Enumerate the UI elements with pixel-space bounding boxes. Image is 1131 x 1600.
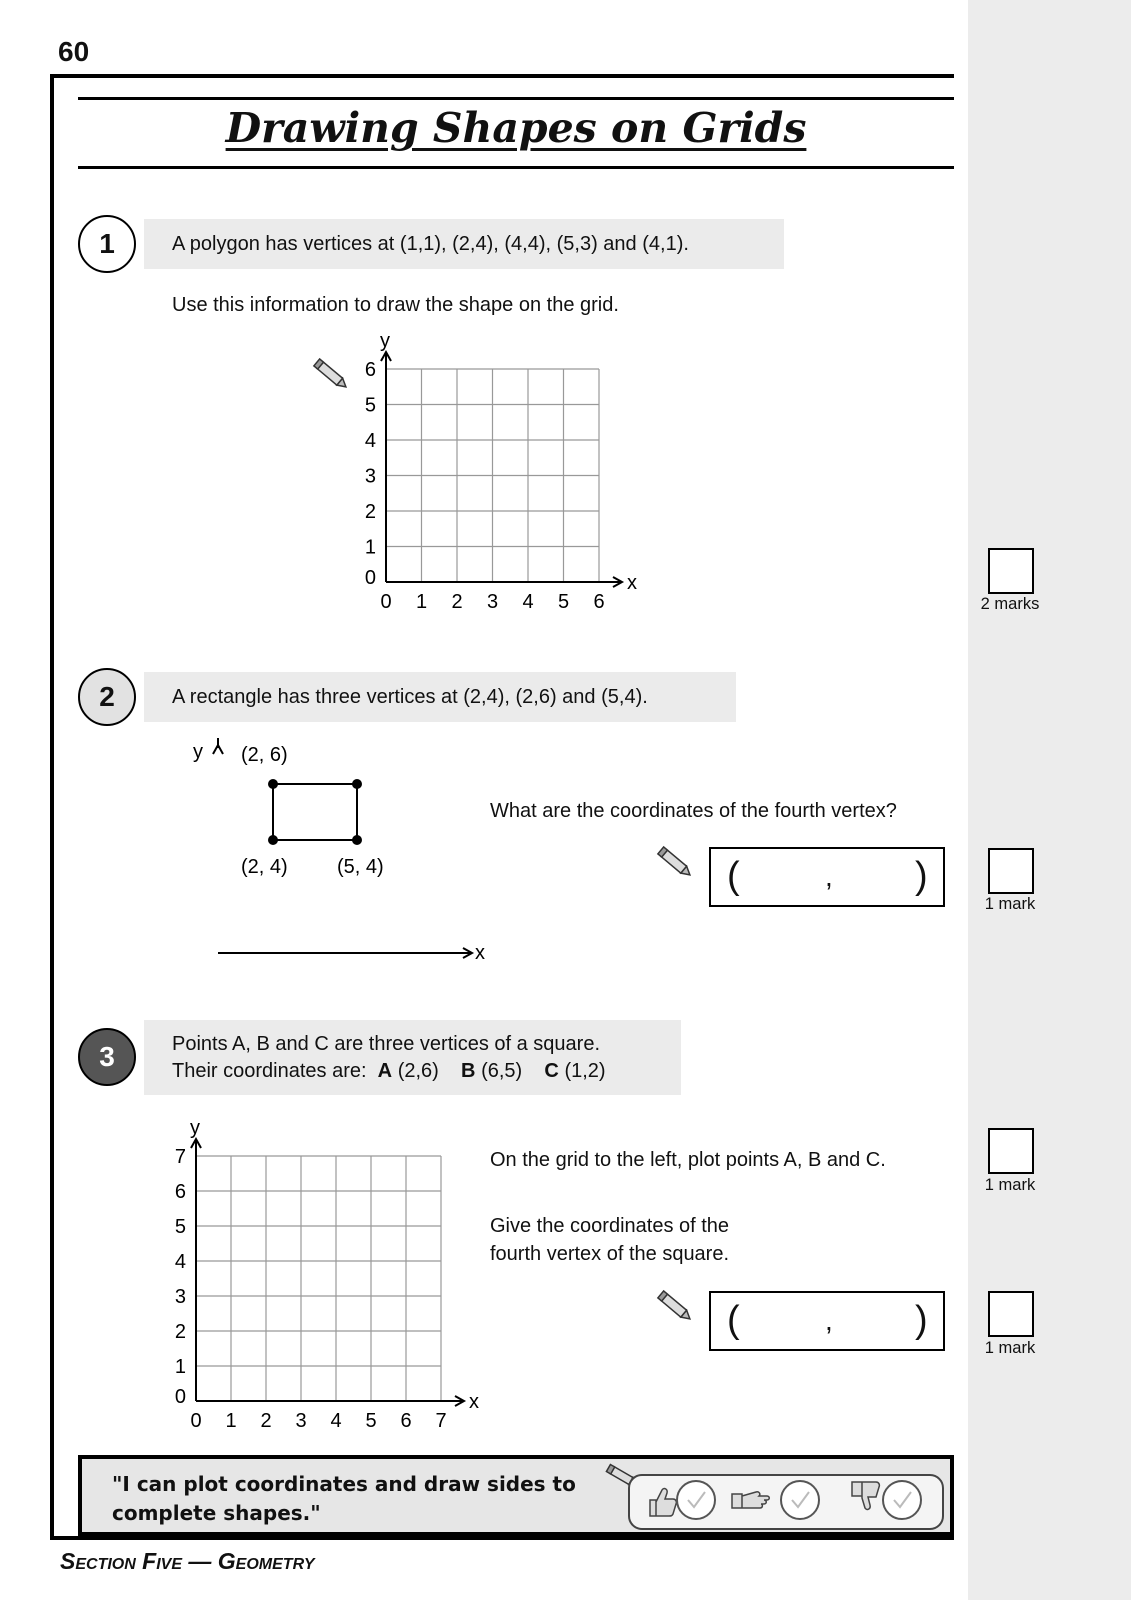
pencil-icon [652, 842, 698, 884]
question-3a-marks-label: 1 mark [984, 1176, 1036, 1194]
question-1-number: 1 [78, 215, 136, 273]
answer-close-paren: ) [915, 1299, 928, 1341]
answer-comma: , [825, 1305, 833, 1336]
title-rule-bottom [78, 166, 954, 169]
answer-close-paren: ) [915, 855, 928, 897]
question-3-prompt-line2: Their coordinates are: A (2,6) B (6,5) C (1,2) [172, 1060, 606, 1082]
x-tick-label: 7 [435, 1410, 447, 1432]
y-tick-label: 4 [174, 1251, 186, 1273]
y-tick-label: 3 [174, 1286, 186, 1308]
question-2-mark-box [988, 848, 1034, 894]
x-tick-label: 0 [380, 591, 392, 613]
question-2-marks-label: 1 mark [984, 895, 1036, 913]
vertex-point [352, 835, 362, 845]
x-tick-label: 1 [225, 1410, 237, 1432]
question-3b-mark-box [988, 1291, 1034, 1337]
page-number: 60 [58, 36, 90, 67]
x-tick-label: 3 [486, 591, 499, 613]
y-axis-label: y [380, 330, 390, 352]
question-3-task2: Give the coordinates of the fourth vertex of the square. [490, 1215, 730, 1265]
x-tick-label: 5 [557, 591, 570, 613]
rating-circle-okay[interactable] [780, 1480, 820, 1520]
y-tick-label: 7 [174, 1146, 186, 1168]
x-axis-label: x [627, 572, 637, 594]
rating-circle-good[interactable] [676, 1480, 716, 1520]
point-label: (2, 6) [241, 744, 288, 766]
y-tick-label: 5 [174, 1216, 186, 1238]
x-tick-label: 2 [451, 591, 463, 613]
point-b-coords: (6,5) [481, 1060, 523, 1082]
y-axis-label: y [190, 1117, 200, 1139]
y-tick-label: 5 [364, 394, 376, 417]
point-c-label: C [544, 1060, 559, 1082]
y-axis-label: y [193, 741, 203, 763]
point-label: (2, 4) [241, 856, 288, 878]
frame-bottom-border [50, 1536, 954, 1540]
title-rule-top [78, 97, 954, 100]
y-tick-label: 0 [364, 567, 376, 589]
question-3a-mark-box [988, 1128, 1034, 1174]
checkmark-icon [678, 1482, 714, 1518]
question-3-prompt [144, 1020, 681, 1095]
vertex-point [268, 835, 278, 845]
x-tick-label: 0 [190, 1410, 202, 1432]
vertex-point [352, 779, 362, 789]
question-1-mark-box [988, 548, 1034, 594]
question-2-answer-box[interactable] [709, 847, 945, 907]
point-label: (5, 4) [337, 856, 384, 878]
question-2-number: 2 [78, 668, 136, 726]
x-tick-label: 4 [330, 1410, 342, 1432]
y-tick-label: 3 [364, 465, 376, 488]
x-axis-label: x [469, 1391, 479, 1413]
point-c-coords: (1,2) [564, 1060, 606, 1082]
checkmark-icon [884, 1482, 920, 1518]
y-axis-arrow [213, 745, 223, 754]
y-tick-label: 2 [174, 1321, 186, 1343]
answer-comma: , [825, 861, 833, 892]
question-3-grid[interactable] [160, 1106, 500, 1436]
question-1-grid[interactable] [350, 322, 650, 622]
y-tick-label: 0 [174, 1386, 186, 1408]
question-3-task1: On the grid to the left, plot points A, B and C. [490, 1149, 886, 1171]
frame-left-border [50, 74, 54, 1540]
question-3-prompt-line1: Points A, B and C are three vertices of a square. [172, 1033, 601, 1055]
margin-sidebar [968, 0, 1131, 1600]
y-tick-label: 1 [364, 536, 376, 559]
vertex-point [268, 779, 278, 789]
x-tick-label: 2 [260, 1410, 272, 1432]
y-tick-label: 4 [364, 430, 376, 452]
x-tick-label: 6 [400, 1410, 412, 1432]
question-2-prompt: A rectangle has three vertices at (2,4), (2,6) and (5,4). [144, 672, 736, 722]
point-a-coords: (2,6) [397, 1060, 439, 1082]
x-tick-label: 6 [593, 591, 605, 613]
x-tick-label: 3 [295, 1410, 307, 1432]
checkmark-icon [782, 1482, 818, 1518]
answer-open-paren: ( [727, 1299, 740, 1341]
pencil-icon [308, 354, 354, 396]
y-tick-label: 2 [364, 501, 376, 523]
thumbs-down-icon[interactable] [846, 1478, 882, 1520]
rectangle-shape [273, 784, 357, 840]
question-2-rectangle-diagram [185, 738, 495, 968]
point-a-label: A [377, 1060, 393, 1082]
y-tick-label: 6 [364, 359, 376, 381]
self-assessment-statement: "I can plot coordinates and draw sides to complete shapes." [112, 1472, 576, 1525]
y-tick-label: 6 [174, 1181, 186, 1203]
x-axis-label: x [475, 942, 485, 964]
page-title: Drawing Shapes on Grids [225, 104, 807, 152]
thumbs-up-icon[interactable] [640, 1480, 680, 1520]
x-tick-label: 1 [415, 591, 428, 613]
point-b-label: B [461, 1060, 476, 1082]
question-1-marks-label: 2 marks [980, 595, 1040, 613]
frame-top-border [50, 74, 954, 78]
question-2-question: What are the coordinates of the fourth vertex? [490, 800, 897, 822]
pencil-icon [652, 1286, 698, 1328]
question-3b-marks-label: 1 mark [984, 1339, 1036, 1357]
thumbs-sideways-icon[interactable] [728, 1484, 772, 1516]
answer-open-paren: ( [727, 855, 740, 897]
x-tick-label: 5 [365, 1410, 377, 1432]
y-tick-label: 1 [174, 1356, 186, 1378]
question-3-number: 3 [78, 1028, 136, 1086]
question-1-instruction: Use this information to draw the shape on the grid. [172, 294, 619, 316]
question-1-prompt: A polygon has vertices at (1,1), (2,4), (4,4), (5,3) and (4,1). [144, 219, 784, 269]
section-footer: Section Five — Geometry [60, 1548, 315, 1574]
question-3-answer-box[interactable] [709, 1291, 945, 1351]
x-tick-label: 4 [522, 591, 534, 613]
rating-circle-poor[interactable] [882, 1480, 922, 1520]
